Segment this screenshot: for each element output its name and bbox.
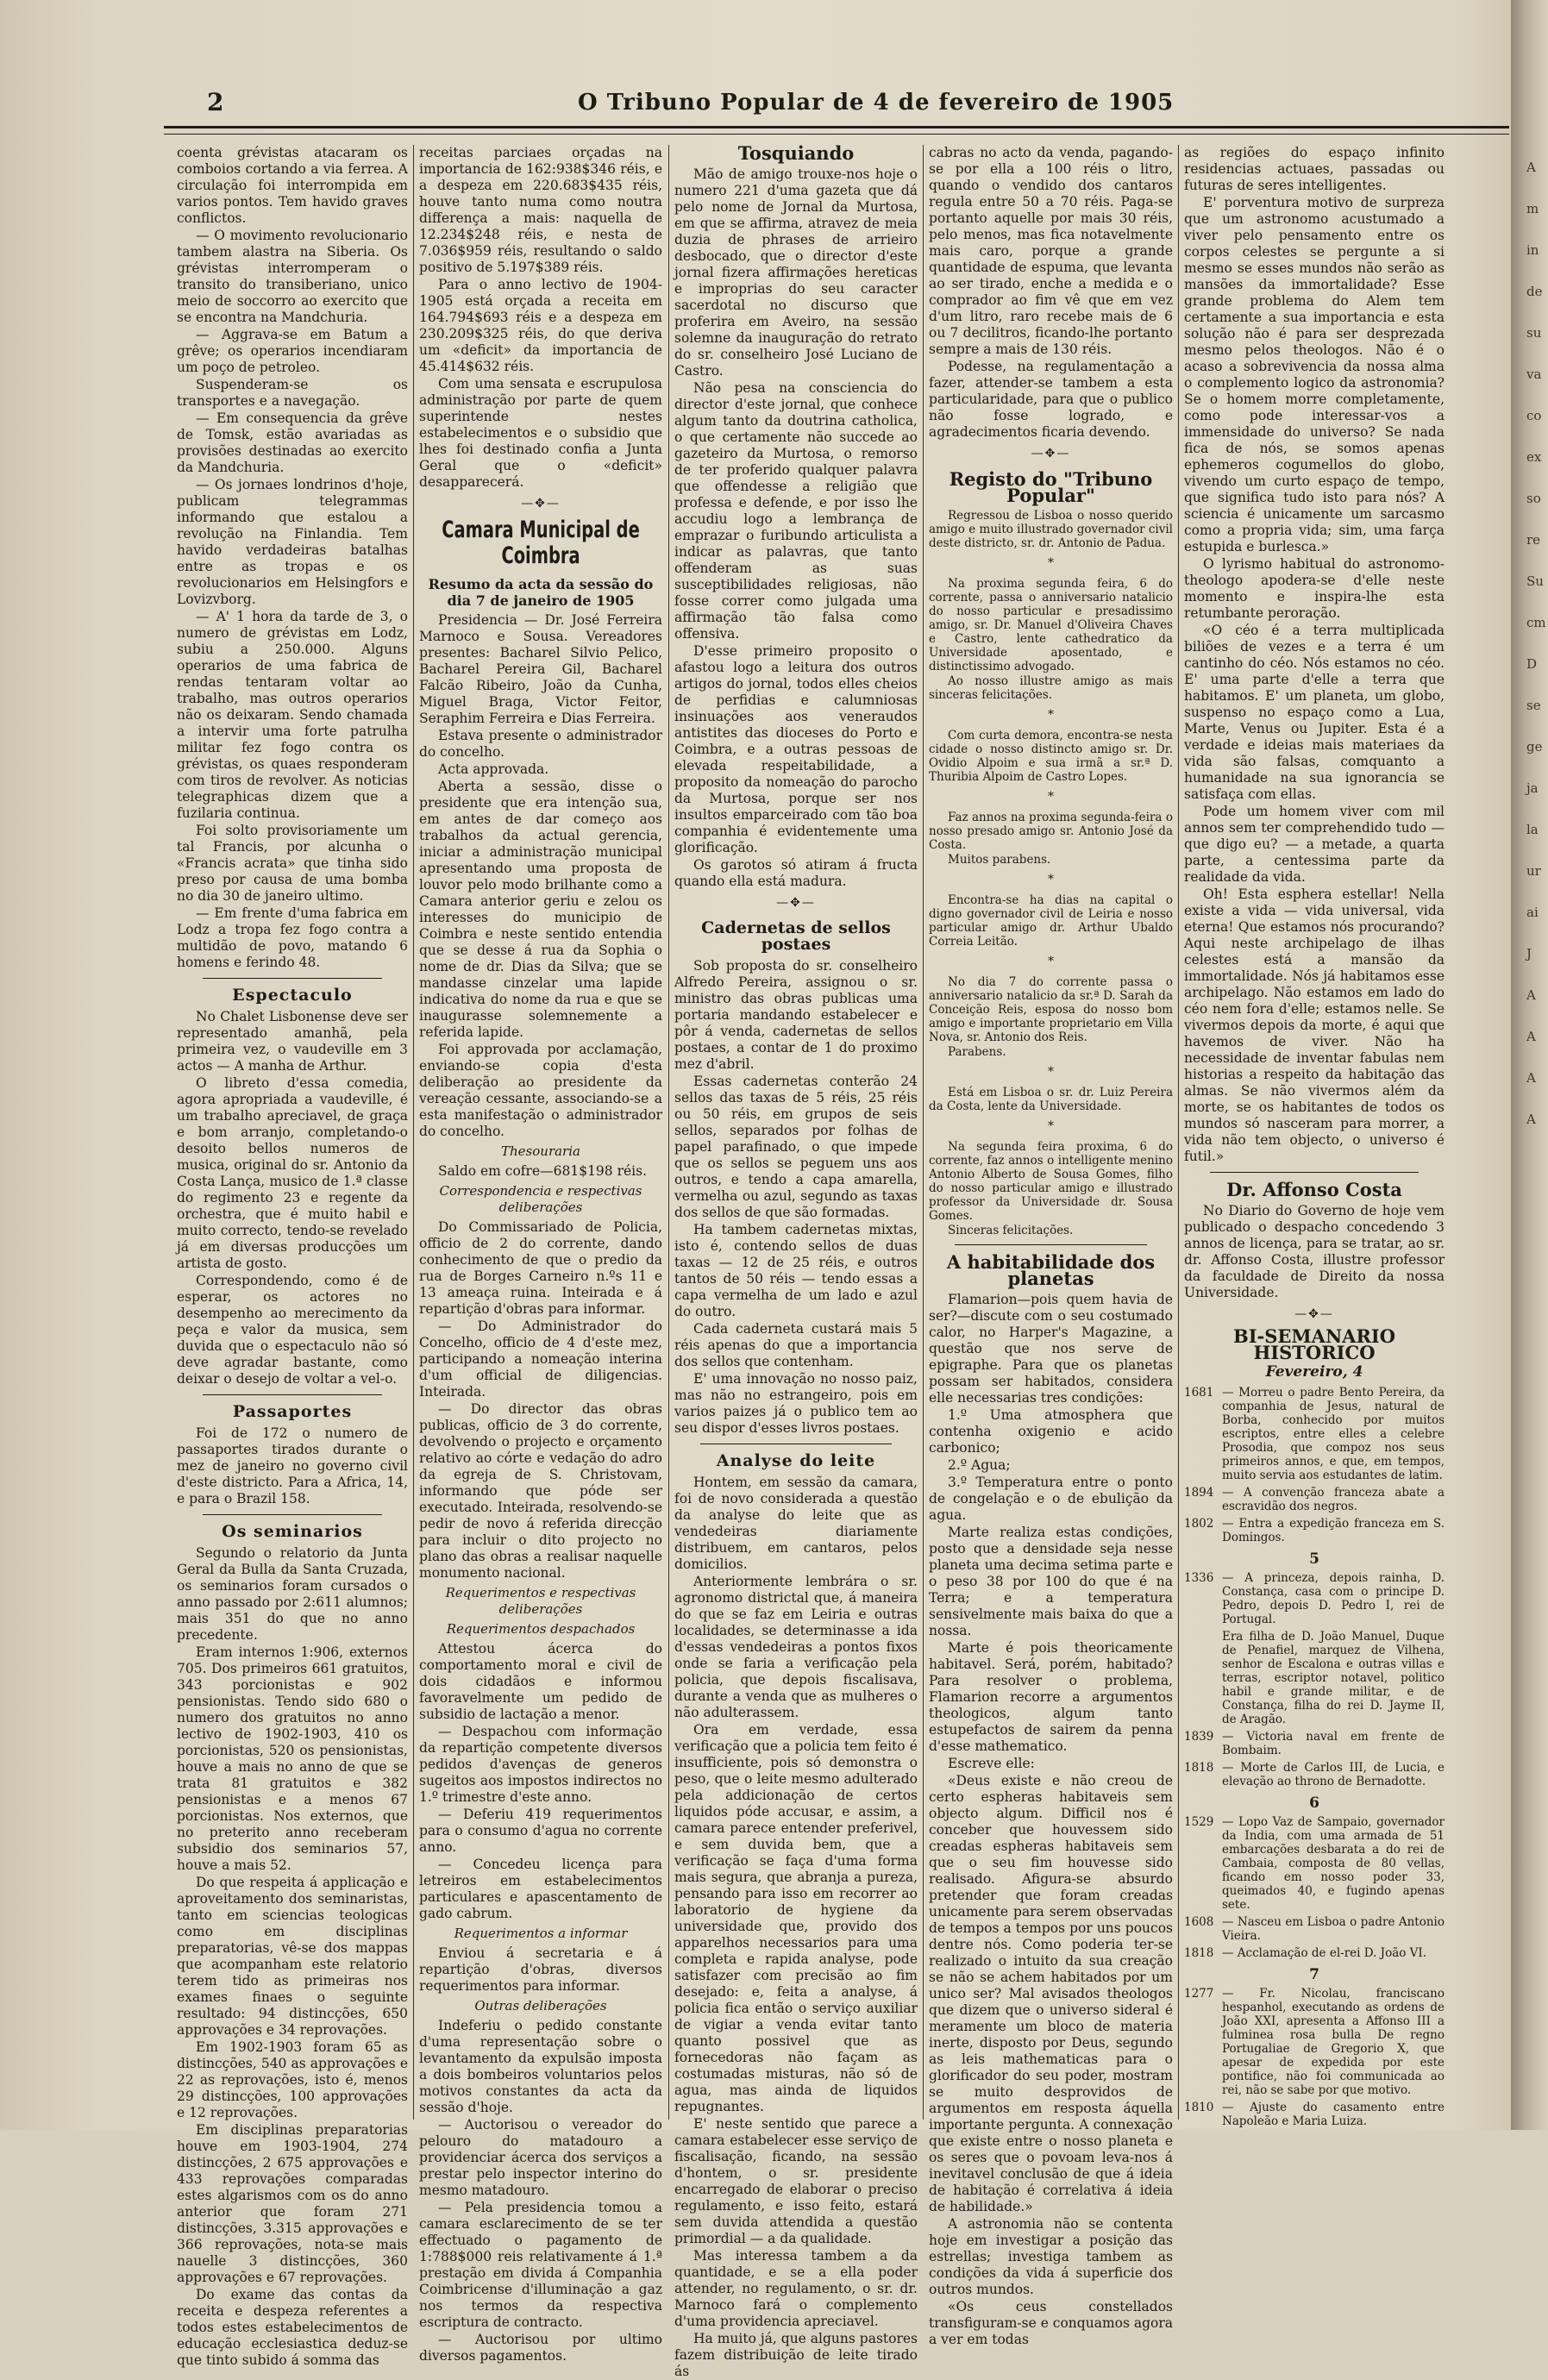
paragraph: receitas parciaes orçadas na importancia de 162:938$346 réis, e a despeza em 220.683$435 réis, houve tanto numa como noutra differença a mais: naquella de 12.234$248 réis, e nesta de 7.036$959 réis, resultando o saldo positivo de 5.197$389 réis. — [419, 145, 662, 275]
paragraph: Os garotos só atiram á fructa quando ella está madura. — [674, 857, 918, 889]
history-text: — Morreu o padre Bento Pereira, da companhia de Jesus, natural de Borba, conhecido por muitos escriptos, entre elles a celebre Prosodia, que compoz nos seus primeiros annos, e que, em tempos, muito servia aos estudantes de latim. — [1222, 1386, 1445, 1482]
subhead-informar: Requerimentos a informar — [454, 1926, 628, 1941]
edge-letter: A — [1526, 160, 1536, 175]
divider — [203, 1514, 382, 1515]
paragraph: Anteriormente lembrára o sr. agronomo districtal que, á maneira do que se faz em Leiria e outras localidades, se determinasse a ida d'essas vendedeiras a pontos fixos onde se faria a verificação pela policia, que depois fiscalisava, durante a venda que as mulheres o não adulterassem. — [674, 1574, 918, 1720]
next-page-edge — [1526, 147, 1545, 1140]
history-year: 1894 — [1184, 1486, 1214, 1500]
paragraph: Marte é pois theoricamente habitavel. Será, porém, habitado? Para resolver o problema, Flamarion recorre a argumentos theologicos, algum tanto estupefactos de sairem da penna d'esse mathematico. — [929, 1640, 1173, 1754]
edge-letter: A — [1526, 1112, 1536, 1127]
subhead-thesouraria: Thesouraria — [501, 1143, 580, 1159]
column-rule — [668, 145, 669, 2120]
paragraph: Do exame das contas da receita e despeza referentes a todos estes estabelecimentos de educação ecclesiastica deduz-se que tinto subido á somma das — [177, 2287, 408, 2368]
edge-letter: de — [1526, 284, 1543, 299]
history-year: 1277 — [1184, 1987, 1214, 2001]
paragraph: Foi solto provisoriamente um tal Francis, por alcunha o «Francis acrata» que tinha sido preso por causa de uma bomba no dia 30 de janeiro ultimo. — [177, 823, 408, 904]
edge-letter: D — [1526, 656, 1538, 672]
paragraph: 2.º Agua; — [948, 1457, 1011, 1473]
history-year: 1818 — [1184, 1946, 1214, 1960]
separator-star: * — [1048, 955, 1054, 968]
edge-letter: ge — [1526, 739, 1543, 755]
paragraph: — Aggrava-se em Batum a grêve; os operarios incendiaram um poço de petroleo. — [177, 327, 408, 375]
paragraph: No Chalet Lisbonense deve ser representado amanhã, pela primeira vez, o vaudeville em 3 actos — A manha de Arthur. — [177, 1009, 408, 1074]
paragraph: — Auctorisou por ultimo diversos pagamentos. — [419, 2332, 662, 2364]
paragraph: — Despachou com informação da repartição competente diversos pedidos d'avenças de generos sugeitos aos impostos indirectos no 1.º trimestre d'este anno. — [419, 1724, 662, 1805]
section-title-seminarios: Os seminarios — [222, 1522, 363, 1541]
ornament: —✥— — [1031, 447, 1071, 460]
history-text: — Nasceu em Lisboa o padre Antonio Vieira. — [1222, 1915, 1445, 1943]
paragraph: O libreto d'essa comedia, agora apropriada a vaudeville, é um trabalho apreciavel, de graça e bom arranjo, completando-o desoito bellos numeros de musica, original do sr. Antonio da Costa Lança, musico de 1.ª classe do regimento 23 e regente da orchestra, que é muito habil e muito correcto, tendo-se revelado já em diversas producções um artista de gosto. — [177, 1075, 408, 1271]
ornament: —✥— — [1294, 1307, 1334, 1321]
paragraph: Flamarion—pois quem havia de ser?—discute com o seu costumado calor, no Harper's Magazine, a questão que nos serve de epigraphe. Para que os planetas possam ser habitados, considera elle necessarias tres condições: — [929, 1292, 1173, 1406]
ornament: —✥— — [776, 896, 816, 910]
paragraph: — Os jornaes londrinos d'hoje, publicam telegrammas informando que estalou a revolução na Finlandia. Tem havido verdadeiras batalhas entre as tropas e os revolucionarios em Helsingfors e Lovizvborg. — [177, 477, 408, 607]
ornament: —✥— — [521, 497, 561, 510]
history-text: — Fr. Nicolau, franciscano hespanhol, executando as ordens de João XXI, apresenta a Affonso III a fulminea rosa bulla De regno Portugaliae de Gregorio X, que apesar de expedida por este pontifice, não foi communicada ao rei, não se sabe por que motivo. — [1222, 1987, 1445, 2097]
paragraph: — Do Administrador do Concelho, officio de 4 d'este mez, participando a nomeação interina d'um official de diligencias. Inteirada. — [419, 1318, 662, 1400]
subhead-outras: Outras deliberações — [474, 1998, 607, 2014]
history-item — [1184, 1571, 1445, 1626]
column-5 — [1184, 145, 1445, 2128]
paragraph: Cada caderneta custará mais 5 réis apenas do que a importancia dos sellos que contenham. — [674, 1321, 918, 1369]
paragraph: Suspenderam-se os transportes e a navegação. — [177, 377, 408, 409]
separator-star: * — [1048, 790, 1054, 804]
paragraph: Faz annos na proxima segunda-feira o nosso presado amigo sr. Antonio José da Costa. — [929, 811, 1173, 852]
paragraph: Mas interessa tambem a da quantidade, e se a ella poder attender, no regulamento, o sr. dr. Marnoco fará o complemento d'uma providencia apreciavel. — [674, 2248, 918, 2329]
page-title: O Tribuno Popular de 4 de fevereiro de 1905 — [578, 90, 1175, 116]
history-text: — Morte de Carlos III, de Lucia, e elevação ao throno de Bernadotte. — [1222, 1761, 1445, 1788]
history-item — [1184, 1946, 1445, 1960]
history-year — [1184, 1630, 1222, 1726]
section-title-espectaculo: Espectaculo — [232, 986, 353, 1005]
paragraph: Na segunda feira proxima, 6 do corrente, faz annos o intelligente menino Antonio Alberto de Sousa Gomes, filho do nosso particular amigo e illustrado professor da Universidade dr. Sousa Gomes. — [929, 1140, 1173, 1223]
column-1 — [177, 145, 408, 2368]
history-day: 5 — [1309, 1550, 1319, 1568]
history-year: 1839 — [1184, 1730, 1214, 1744]
separator-star: * — [1048, 1119, 1054, 1133]
paragraph: Ha tambem cadernetas mixtas, isto é, contendo sellos de duas taxas — 12 de 25 réis, e outros tantos de 50 réis — tendo essas a capa vermelha de um lado e azul do outro. — [674, 1222, 918, 1319]
edge-letter: A — [1526, 1029, 1536, 1044]
paragraph: E' uma innovação no nosso paiz, mas não no estrangeiro, pois em varios paizes já o publico tem ao seu dispor d'esses livros postaes. — [674, 1371, 918, 1436]
paragraph: Em 1902-1903 foram 65 as distincções, 540 as approvações e 22 as reprovações, isto é, menos 29 distincções, 100 approvações e 12 reprovações. — [177, 2039, 408, 2120]
divider — [955, 1244, 1147, 1245]
history-text: Era filha de D. João Manuel, Duque de Penafiel, marquez de Vilhena, senhor de Escalona e outras villas e terras, escriptor notavel, politico habil e grande militar, e de Constança, filha do rei D. Jayme II, de Aragão. — [1222, 1630, 1445, 1726]
paragraph: Oh! Esta esphera estellar! Nella existe a vida — vida universal, vida eterna! Que estamos nós procurando? Aqui neste archipelago de ilhas celestes está a mansão da immortalidade. Nós já habitamos esse archipelago. Não estamos em lado do céo nem fora d'elle; estamos nelle. Se vivermos depois da morte, é aqui que havemos de viver. Não ha necessidade de inventar fabulas nem historias a respeito da habitação das almas. Se não vivermos além da morte, se os habitantes de todos os mundos só nasceram para morrer, a vida não tem objecto, o universo é futil.» — [1184, 886, 1445, 1164]
edge-letter: ai — [1526, 905, 1539, 920]
section-title-cadernetas: Cadernetas de sellos postaes — [701, 918, 891, 954]
paragraph: Attestou ácerca do comportamento moral e civil de dois cidadãos e informou favoravelmente um pedido de subsidio de lactação a menor. — [419, 1641, 662, 1722]
edge-letter: in — [1526, 242, 1539, 258]
paragraph: — Do director das obras publicas, officio de 3 do corrente, devolvendo o projecto e orçamento relativo ao córte e vedação do adro da egreja de S. Christovam, informando que póde ser executado. Inteirada, resolvendo-se pedir de novo á referida direcção para incluir o dito projecto no plano das obras a realisar naquelle monumento nacional. — [419, 1401, 662, 1581]
history-item — [1184, 1730, 1445, 1757]
paragraph: as regiões do espaço infinito residencias actuaes, passadas ou futuras de seres intelligentes. — [1184, 145, 1445, 193]
edge-letter: re — [1526, 532, 1541, 548]
paragraph: Do que respeita á applicação e aproveitamento dos seminaristas, tanto em sciencias teologicas como em disciplinas preparatorias, vê-se dos mappas que acompanham este relatorio terem tido as primeiras nos exames finaes o seguinte resultado: 94 distincções, 650 approvações e 34 reprovações. — [177, 1875, 408, 2038]
subtitle-resumo: Resumo da acta da sessão do dia 7 de janeiro de 1905 — [428, 576, 654, 609]
history-item — [1184, 1386, 1445, 1482]
paragraph: — Em consequencia da grêve de Tomsk, estão avariadas as provisões destinadas ao exercito da Mandchuria. — [177, 410, 408, 475]
paragraph: Foi approvada por acclamação, enviando-se copia d'esta deliberação ao presidente da vereação cessante, associando-se a esta manifestação o administrador do concelho. — [419, 1042, 662, 1139]
paragraph: Com uma sensata e escrupulosa administração por parte de quem superintende nestes estabelecimentos e o subsidio que lhes foi destinado confia a Junta Geral que o «deficit» desapparecerá. — [419, 376, 662, 490]
paragraph: «Os ceus constellados transfiguram-se e conquamos agora a ver em todas — [929, 2299, 1173, 2347]
history-list — [1184, 1386, 1445, 2128]
column-rule — [413, 145, 414, 2120]
subhead-requerimentos: Requerimentos e respectivas deliberações — [445, 1585, 636, 1617]
edge-letter: la — [1526, 822, 1539, 837]
edge-letter: A — [1526, 1070, 1536, 1086]
column-3 — [674, 142, 918, 2379]
edge-letter: co — [1526, 408, 1542, 423]
paragraph: 3.º Temperatura entre o ponto de congelação e o de ebulição da agua. — [929, 1475, 1173, 1523]
paragraph: Em disciplinas preparatorias houve em 1903-1904, 274 distincções, 2 675 approvações e 433 reprovações comparadas estes algarismos com os do anno anterior que foram 271 distincções, 3.315 approvações e 366 reprovações, nota-se mais nauelle 3 distincções, 360 approvações e 67 reprovações. — [177, 2122, 408, 2285]
separator-star: * — [1048, 556, 1054, 570]
edge-letter: su — [1526, 325, 1542, 341]
edge-letter: m — [1526, 201, 1539, 216]
paragraph: Aberta a sessão, disse o presidente que era intenção sua, em antes de dar começo aos trabalhos da actual gerencia, iniciar a administração municipal apresentando uma proposta de louvor pelo modo brilhante como a Camara anterior geriu e zelou os interesses do municipio de Coimbra e neste sentido entendia que se desse á rua da Sophia o nome de dr. Dias da Silva; que se mandasse cinzelar uma lapide indicativa do nome da rua e que se inaugurasse solemnemente a referida lapide. — [419, 779, 662, 1040]
paragraph: Foi de 172 o numero de passaportes tirados durante o mez de janeiro no governo civil d'este districto. Para a Africa, 14, e para o Brazil 158. — [177, 1425, 408, 1506]
paragraph: Ha muito já, que alguns pastores fazem distribuição de leite tirado ás — [674, 2331, 918, 2379]
subhead-correspondencia: Correspondencia e respectivas deliberações — [439, 1183, 642, 1215]
edge-letter: Su — [1526, 573, 1544, 589]
history-day: 7 — [1309, 1966, 1319, 1983]
edge-letter: ur — [1526, 863, 1541, 879]
paragraph: Estava presente o administrador do concelho. — [419, 728, 662, 760]
paragraph: Eram internos 1:906, externos 705. Dos primeiros 661 gratuitos, 343 porcionistas e 902 pensionistas. Tendo sido 680 o numero dos gratuitos no anno lectivo de 1902-1903, 410 os porcionistas, 520 os pensionistas, houve a mais no anno de que se trata 81 gratuitos e 382 pensionistas e a menos 67 porcionistas. Nos externos, que no preterito anno receberam subsidio dos seminarios 57, houve a mais 52. — [177, 1644, 408, 1873]
history-day: 6 — [1309, 1794, 1319, 1812]
paragraph: E' porventura motivo de surpreza que um astronomo acustumado a viver pelo pensamento entre os corpos celestes se pergunte a si mesmo se esses mundos não serão as mansões da immortalidade? Esse grande problema do Alem tem certamente a sua importancia e esta solução não é para ser desprezada mesmo pelos theologos. Não é o acaso a sobrevivencia da nossa alma o complemento logico da astronomia? Se o homem morre completamente, como pode interessar-vos a immensidade do universo? Se nada fica de nós, se somos apenas ephemeros cogumellos do globo, vivendo um curto espaço de tempo, que significa tudo isto para nós? A sciencia é unicamente um sarcasmo como a propria vida; sim, uma farça estupida e burlesca.» — [1184, 195, 1445, 554]
divider — [1210, 1172, 1419, 1173]
history-item — [1184, 2101, 1445, 2128]
edge-letter: J — [1526, 946, 1532, 961]
paragraph: Com curta demora, encontra-se nesta cidade o nosso distincto amigo sr. Dr. Ovidio Alpoim e sua irmã a sr.ª D. Thuribia Alpoim de Castro Lopes. — [929, 729, 1173, 784]
history-year: 1818 — [1184, 1761, 1214, 1775]
edge-letter: cm — [1526, 615, 1546, 630]
paragraph: D'esse primeiro proposito o afastou logo a leitura dos outros artigos do jornal, todos elles cheios de perfidias e calumniosas insinuações aos veneraudos antistites das dioceses do Porto e Coimbra, e a outras pessoas de elevada respeitabilidade, a proposito da nomeação do parocho da Murtosa, porque ser nos insultos emparceirado com tão boa companhia é evidentemente uma glorificação. — [674, 643, 918, 855]
column-4 — [929, 145, 1173, 2347]
column-2 — [419, 145, 662, 2364]
header-rule — [164, 126, 1509, 135]
section-title-costa: Dr. Affonso Costa — [1226, 1179, 1402, 1200]
paragraph: 1.º Uma atmosphera que contenha oxigenio e acido carbonico; — [929, 1407, 1173, 1456]
history-year: 1608 — [1184, 1915, 1214, 1929]
section-title-tosquiando: Tosquiando — [737, 142, 855, 164]
paragraph: Correspondendo, como é de esperar, os actores no desempenho ao merecimento da peça e valor da musica, sem duvida que o espectaculo não só deve agradar bastante, como deixar o desejo de voltar a vel-o. — [177, 1273, 408, 1387]
paragraph: Na proxima segunda feira, 6 do corrente, passa o anniversario natalicio do nosso particular e presadissimo amigo, sr. Dr. Manuel d'Oliveira Chaves e Castro, lente cathedratico da Universidade aposentado, e distinctissimo advogado. — [929, 577, 1173, 673]
section-title-passaportes: Passaportes — [232, 1402, 353, 1421]
edge-letter: va — [1526, 366, 1542, 382]
paragraph: Saldo em cofre—681$198 réis. — [438, 1163, 648, 1179]
column-rule — [1178, 145, 1179, 2120]
paragraph: A astronomia não se contenta hoje em investigar a posição das estrellas; investiga tambem as condições da vida á superficie dos outros mundos. — [929, 2216, 1173, 2297]
paragraph: coenta grévistas atacaram os comboios cortando a via ferrea. A circulação foi interrompida em varios pontos. Tem havido graves conflictos. — [177, 145, 408, 226]
history-text: — Ajuste do casamento entre Napoleão e Maria Luiza. — [1222, 2101, 1445, 2128]
separator-star: * — [1048, 873, 1054, 886]
history-item — [1184, 1915, 1445, 1943]
history-text: — Entra a expedição franceza em S. Domingos. — [1222, 1517, 1445, 1544]
paragraph: Essas cadernetas conterão 24 sellos das taxas de 5 réis, 25 réis ou 50 réis, em grupos de seis sellos, separados por folhas de papel parafinado, o que impede que os sellos se peguem uns aos outros, e tendo a capa amarella, vermelha ou azul, segundo as taxas dos sellos de que são formadas. — [674, 1074, 918, 1220]
paragraph: Está em Lisboa o sr. dr. Luiz Pereira da Costa, lente da Universidade. — [929, 1086, 1173, 1113]
separator-star: * — [1048, 1065, 1054, 1079]
paragraph: Indeferiu o pedido constante d'uma representação sobre o levantamento da expulsão imposta a dois bombeiros voluntarios pelos motivos constantes da acta da sessão d'hoje. — [419, 2018, 662, 2115]
history-text: — Acclamação de el-rei D. João VI. — [1222, 1946, 1427, 1960]
paragraph: Escreve elle: — [948, 1756, 1035, 1771]
paragraph: Não pesa na consciencia do director d'este jornal, que conhece algum tanto da doutrina catholica, o que certamente não succede ao gazeteiro da Murtosa, o remorso de ter proferido qualquer palavra que offendesse a religião que professa e defende, e por isso lhe accudiu logo a lembrança de emprazar o furibundo articulista a indicar as palavras, que tanto offenderam as suas susceptibilidades religiosas, não fosse correr como julgada uma affirmação tão falsa como offensiva. — [674, 380, 918, 642]
history-text: — Lopo Vaz de Sampaio, governador da India, com uma armada de 51 embarcações desbarata a do rei de Cambaia, composta de 80 vellas, ficando em nosso poder 33, queimados 40, e fugindo apenas sete. — [1222, 1815, 1445, 1912]
paragraph: Podesse, na regulamentação a fazer, attender-se tambem a esta particularidade, para que o publico não fosse logrado, e agradecimentos ficaria devendo. — [929, 359, 1173, 440]
page-number: 2 — [207, 88, 224, 116]
section-title-historico: BI-SEMANARIO HISTORICO — [1232, 1325, 1396, 1363]
separator-star: * — [1048, 708, 1054, 722]
section-title-leite: Analyse do leite — [716, 1451, 876, 1470]
paragraph: Hontem, em sessão da camara, foi de novo considerada a questão da analyse do leite que as vendedeiras diariamente distribuem, em cantaros, pelos domicilios. — [674, 1475, 918, 1572]
section-title-planetas: A habitabilidade dos planetas — [946, 1251, 1156, 1289]
edge-letter: so — [1526, 491, 1541, 506]
paragraph: — O movimento revolucionario tambem alastra na Siberia. Os grévistas interromperam o transito do transiberiano, unico meio de soccorro ao exercito que se encontra na Mandchuria. — [177, 228, 408, 325]
paragraph: Para o anno lectivo de 1904-1905 está orçada a receita em 164.794$693 réis e a despeza em 230.209$325 réis, do que deriva um «deficit» da importancia de 45.414$632 réis. — [419, 277, 662, 374]
paragraph: Muitos parabens. — [948, 853, 1051, 867]
history-item — [1184, 1987, 1445, 2097]
edge-letter: A — [1526, 987, 1536, 1003]
paragraph: Ao nosso illustre amigo as mais sinceras felicitações. — [929, 674, 1173, 702]
paragraph: Segundo o relatorio da Junta Geral da Bulla da Santa Cruzada, os seminarios foram cursados o anno passado por 2:611 alumnos; mais 351 do que no anno precedente. — [177, 1545, 408, 1643]
paragraph: Regressou de Lisboa o nosso querido amigo e muito illustrado governador civil deste districto, sr. dr. Antonio de Padua. — [929, 509, 1173, 550]
history-item — [1184, 1630, 1445, 1726]
history-year: 1529 — [1184, 1815, 1214, 1829]
paragraph: Enviou á secretaria e á repartição d'obras, diversos requerimentos para informar. — [419, 1945, 662, 1994]
paragraph: Pode um homem viver com mil annos sem ter comprehendido tudo — que digo eu? — a metade, a quarta parte, a centessima parte da realidade da vida. — [1184, 804, 1445, 885]
paragraph: No dia 7 do corrente passa o anniversario natalicio da sr.ª D. Sarah da Conceição Reis, esposa do nosso bom amigo e importante proprietario em Villa Nova, sr. Antonio dos Reis. — [929, 975, 1173, 1044]
paragraph: Marte realiza estas condições, posto que a densidade seja nesse planeta uma decima setima parte e o peso 38 por 100 do que é na Terra; e a temperatura sensivelmente mais baixa do que a nossa. — [929, 1525, 1173, 1638]
paragraph: — Pela presidencia tomou a camara esclarecimento de se ter effectuado o pagamento de 1:788$000 reis relativamente á 1.ª prestação em divida á Companhia Coimbricense d'illuminação a gaz nos termos da respectiva escriptura de contracto. — [419, 2200, 662, 2330]
paragraph: Do Commissariado de Policia, officio de 2 do corrente, dando conhecimento de que o predio da rua de Borges Carneiro n.ºs 11 e 13 ameaça ruina. Inteirada e á repartição d'obras para informar. — [419, 1219, 662, 1317]
paragraph: «O céo é a terra multiplicada biliões de vezes e a terra é um cantinho do céo. Nós estamos no céo. E' uma parte d'elle a terra que habitamos. E' um planeta, um globo, suspenso no espaço como a Lua, Marte, Venus ou Jupiter. Esta é a verdade e ideias mais materiaes da vida são falsas, comquanto a humanidade na sua ignorancia se satisfaça com ellas. — [1184, 623, 1445, 802]
paragraph: Ora em verdade, essa verificação que a policia tem feito é insufficiente, pois só demonstra o peso, que o leite mesmo adulterado pela addicionação de certos liquidos póde accusar, e assim, a camara parece entender preferivel, e sem duvida bem, que a verificação se faça d'uma forma mais segura, que abranja a pureza, pensando para isso em recorrer ao laboratorio de hygiene da universidade que, provido dos apparelhos necessarios para uma completa e rapida analyse, pode satisfazer com precisão ao fim desejado: e, feita a analyse, á policia fica então o serviço auxiliar de vigiar a venda evitar tanto quanto possivel que as fornecedoras não façam as costumadas misturas, não só de agua, mas ainda de liquidos repugnantes. — [674, 1722, 918, 2114]
masthead — [164, 85, 1509, 129]
divider — [203, 1394, 382, 1395]
subhead-despachados: Requerimentos despachados — [446, 1621, 636, 1637]
column-rule — [923, 145, 924, 2120]
paragraph: — Deferiu 419 requerimentos para o consumo d'agua no corrente anno. — [419, 1807, 662, 1855]
history-text: — Victoria naval em frente de Bombaim. — [1222, 1730, 1445, 1757]
paragraph: «Deus existe e não creou de certo espheras habitaveis sem objecto algum. Difficil nos é conceber que houvessem sido creadas espheras habitaveis sem que o seu fim houvesse sido realisado. Afigura-se absurdo pretender que foram creadas unicamente para serem observadas de tempos a tempos por uns poucos dentre nós. Como poderia ter-se realizado o intuito da sua creação se não se achem habitados por um unico ser? Mal avisados theologos que dizem que o universo sideral é meramente um bloco de materia inerte, disposto por Deus, segundo as leis mathematicas para o glorificador do seu poder, mostram se muito desprovidos de argumentos em resposta áquella importante pergunta. A connexação que existe entre o nosso planeta e os seres que o povoam leva-nos á inevitavel conclusão de que á ideia de habitação é correlativa á ideia de habilidade.» — [929, 1773, 1173, 2214]
paragraph: — A' 1 hora da tarde de 3, o numero de grévistas em Lodz, subiu a 250.000. Alguns operarios de uma fabrica de rendas tentaram voltar ao trabalho, mas outros operarios não os deixaram. Sendo chamada a intervir uma forte patrulha militar fez fogo contra os grévistas, os quaes responderam com tiros de revolver. As noticias telegraphicas dizem que a fuzilaria continua. — [177, 609, 408, 821]
paragraph: — Auctorisou o vereador do pelouro do matadouro a providenciar ácerca dos serviços a prestar pelo inspector interino do mesmo matadouro. — [419, 2117, 662, 2198]
history-item — [1184, 1517, 1445, 1544]
history-item — [1184, 1761, 1445, 1788]
history-text: — A convenção franceza abate a escravidão dos negros. — [1222, 1486, 1445, 1513]
paragraph: Parabens. — [948, 1045, 1006, 1059]
edge-letter: ex — [1526, 449, 1542, 465]
paragraph: Presidencia — Dr. José Ferreira Marnoco e Sousa. Vereadores presentes: Bacharel Silvio Pelico, Bacharel Pereira Gil, Bacharel Falcão Ribeiro, João da Cunha, Miguel Braga, Victor Feitor, Seraphim Ferreira e Dias Ferreira. — [419, 612, 662, 726]
paragraph: E' neste sentido que parece a camara estabelecer esse serviço de fiscalisação, ficando, na sessão d'hontem, o sr. presidente encarregado de elaborar o preciso regulamento, e isso feito, estará sem duvida attendida a questão primordial — a da qualidade. — [674, 2116, 918, 2246]
section-title-registo: Registo do "Tribuno Popular" — [949, 468, 1153, 506]
paragraph: Encontra-se ha dias na capital o digno governador civil de Leiria e nosso particular amigo dr. Arthur Ubaldo Correia Leitão. — [929, 893, 1173, 949]
history-year: 1681 — [1184, 1386, 1214, 1400]
paragraph: Sob proposta do sr. conselheiro Alfredo Pereira, assignou o sr. ministro das obras publicas uma portaria mandando estabelecer e pôr á venda, cadernetas de sellos postaes, a contar de 1 do proximo mez d'abril. — [674, 958, 918, 1072]
history-year: 1802 — [1184, 1517, 1214, 1531]
edge-letter: ja — [1526, 780, 1539, 796]
paragraph: Acta approvada. — [438, 761, 549, 777]
history-item — [1184, 1486, 1445, 1513]
paragraph: — Em frente d'uma fabrica em Lodz a tropa fez fogo contra a multidão de povo, matando 6 homens e ferindo 48. — [177, 905, 408, 970]
history-item — [1184, 1815, 1445, 1912]
history-year: 1810 — [1184, 2101, 1214, 2114]
divider — [203, 978, 382, 979]
paragraph: Mão de amigo trouxe-nos hoje o numero 221 d'uma gazeta que dá pelo nome de Jornal da Murtosa, em que se affirma, atravez de meia duzia de phrases de arrieiro desbocado, que o director d'este jornal fizera affirmações hereticas e improprias do seu caracter sacerdotal no discurso que proferira em Aveiro, na sessão solemne da inauguração do retrato do sr. conselheiro José Luciano de Castro. — [674, 166, 918, 379]
history-year: 1336 — [1184, 1571, 1214, 1585]
section-title-camara: Camara Municipal de Coimbra — [442, 517, 640, 569]
history-date: Fevereiro, 4 — [1265, 1363, 1363, 1381]
paragraph: Sinceras felicitações. — [948, 1224, 1074, 1237]
paragraph: No Diario do Governo de hoje vem publicado o despacho concedendo 3 annos de licença, para se tratar, ao sr. dr. Affonso Costa, illustre professor da faculdade de Direito da nossa Universidade. — [1184, 1203, 1445, 1300]
edge-letter: se — [1526, 698, 1541, 713]
paragraph: O lyrismo habitual do astronomo-theologo apodera-se d'elle neste momento e inspira-lhe esta retumbante peroração. — [1184, 556, 1445, 621]
paragraph: cabras no acto da venda, pagando-se por ella a 100 réis o litro, quando o vendido dos cantaros regula entre 50 a 70 réis. Paga-se portanto aquelle por mais 30 réis, pelo menos, mas fica notavelmente mais caro, porque a grande quantidade de espuma, que levanta ao ser tirado, enche a medida e o comprador ao fim vê que em vez d'um litro, raro recebe mais de 6 ou 7 decilitros, ficando-lhe portanto sempre a mais de 130 réis. — [929, 145, 1173, 357]
history-text: — A princeza, depois rainha, D. Constança, casa com o principe D. Pedro, depois D. Pedro I, rei de Portugal. — [1222, 1571, 1445, 1626]
paragraph: — Concedeu licença para letreiros em estabelecimentos particulares e apascentamento de gado cabrum. — [419, 1857, 662, 1921]
